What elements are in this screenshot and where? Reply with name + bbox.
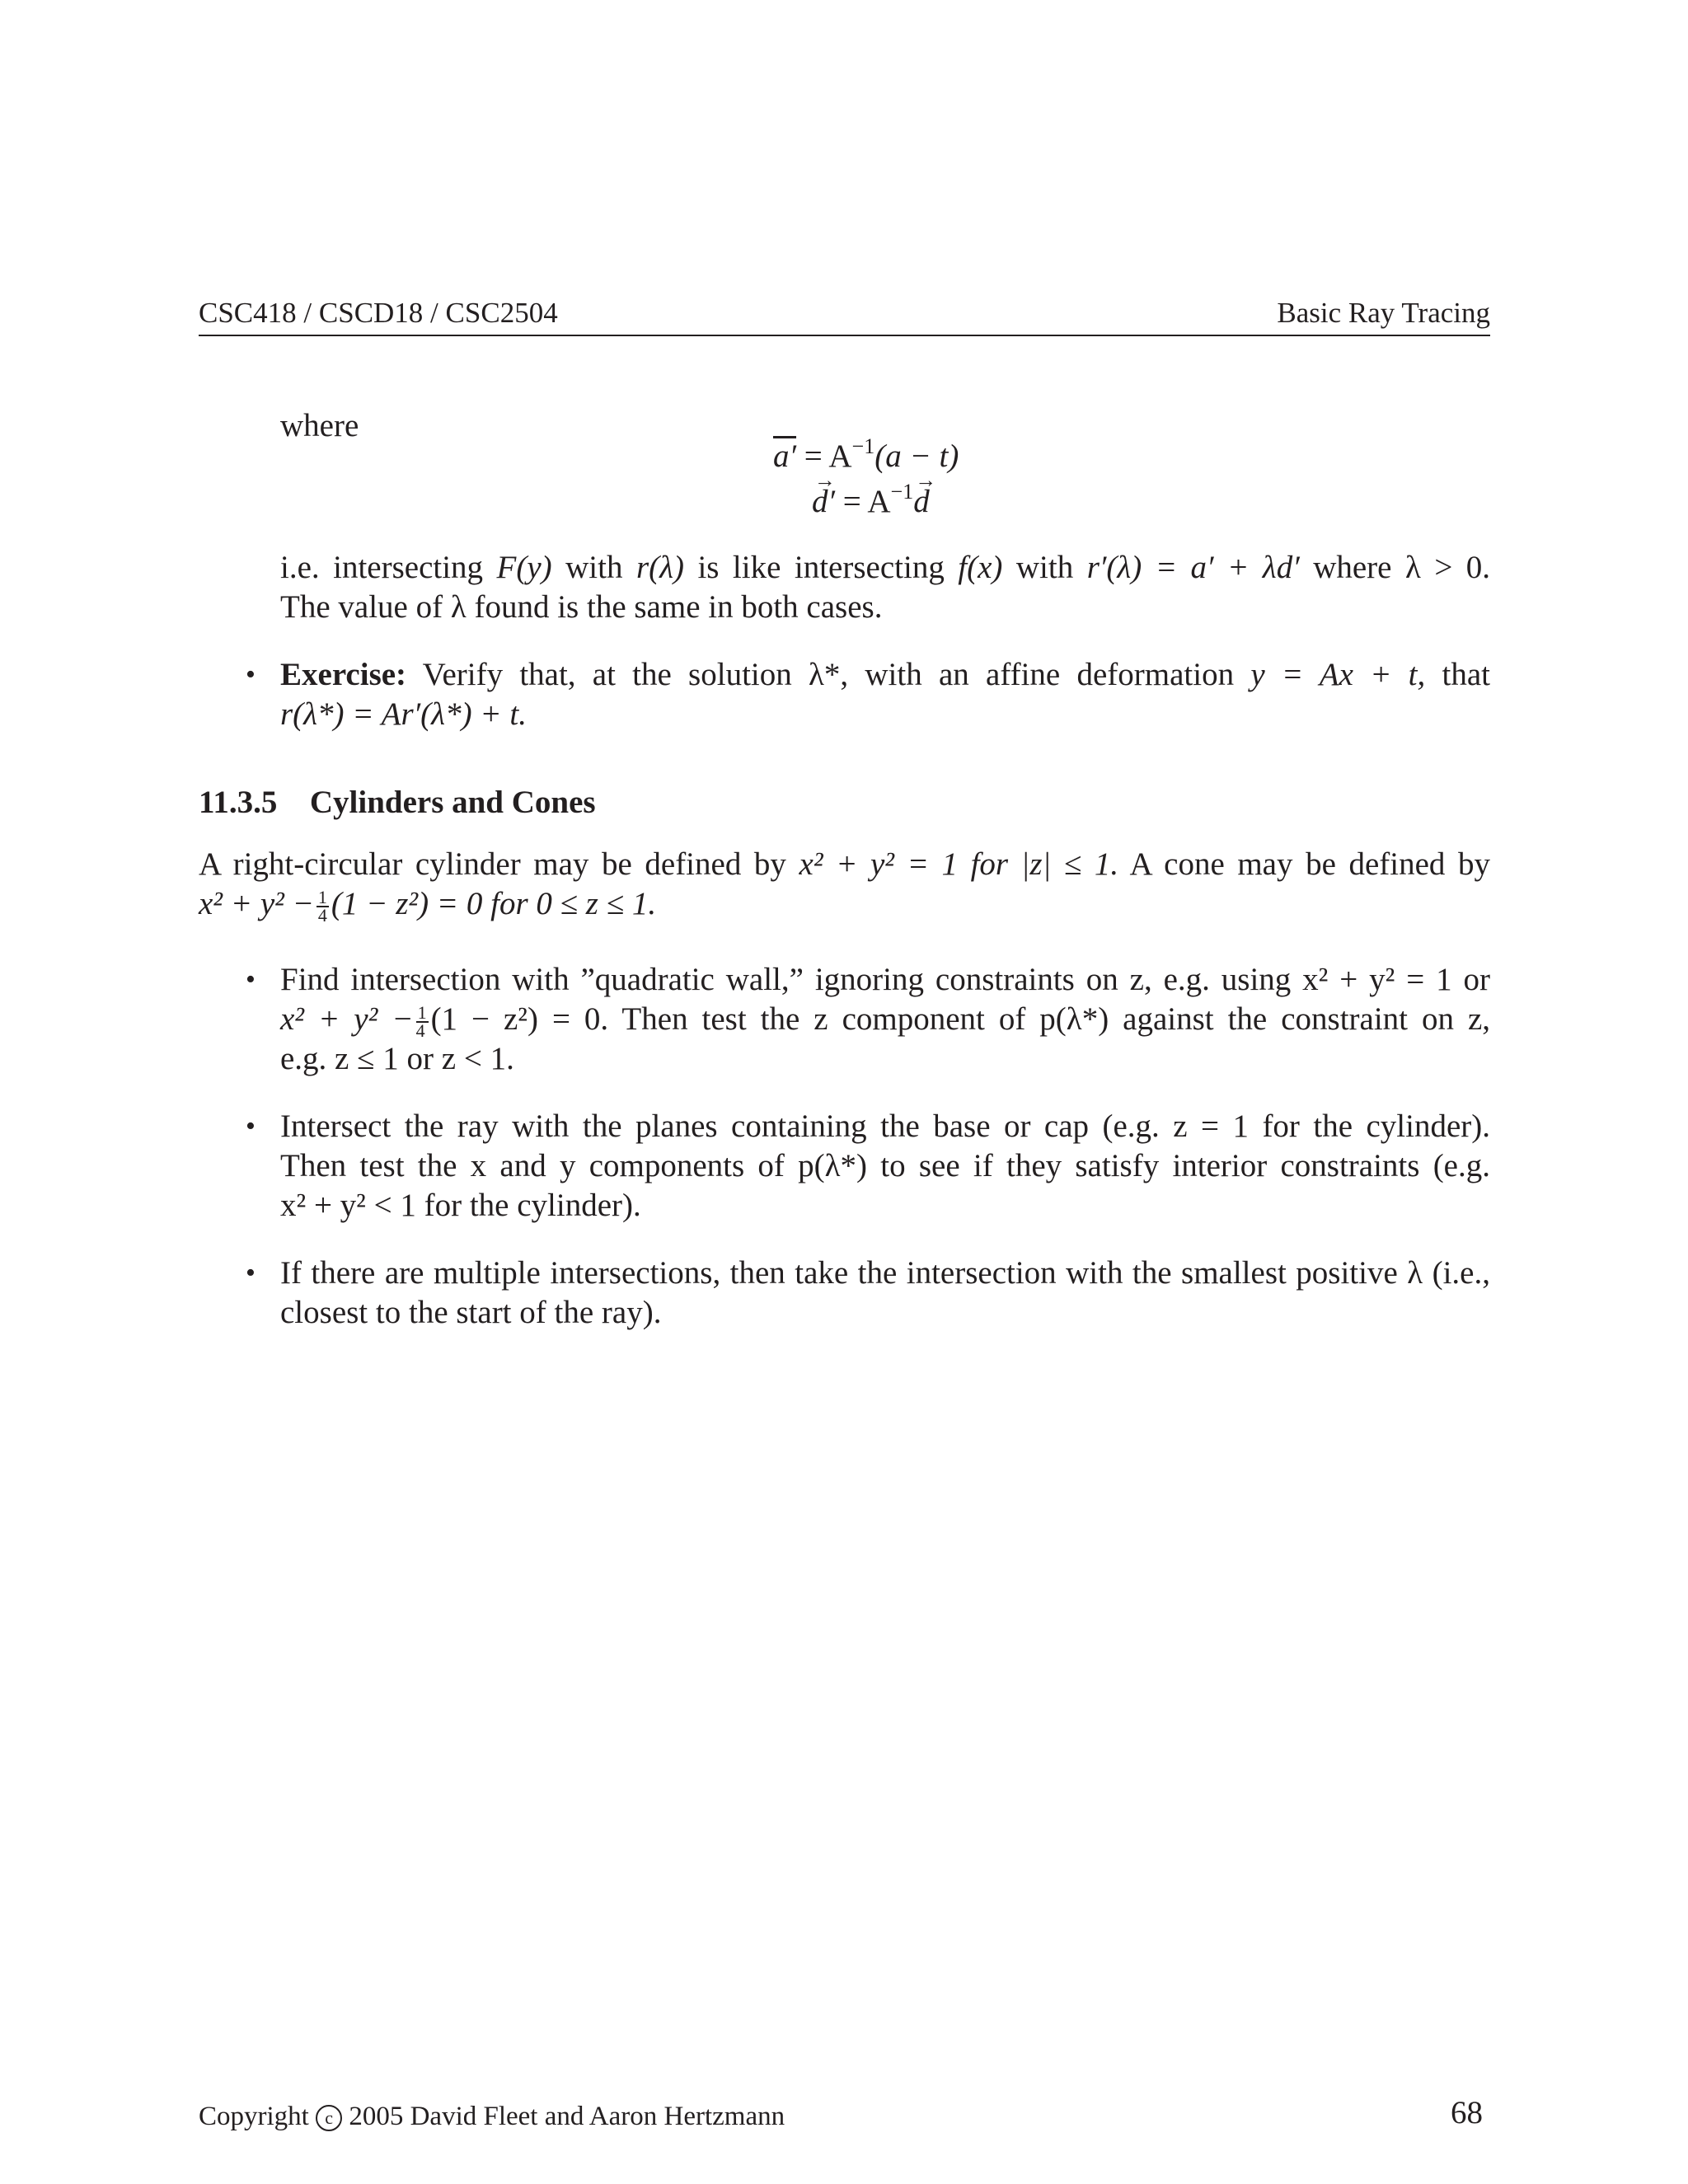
eq1-rhs-matrix: = A: [804, 438, 852, 474]
intro-line1: [199, 845, 1490, 884]
footer-copyright: [199, 2098, 785, 2135]
bullet1-line1: Find intersection with ”quadratic wall,” ignoring constraints on z, e.g. using x² + y² = 1 or: [280, 962, 1490, 997]
para1-is-like: is like intersecting: [697, 550, 945, 585]
fraction-quarter: $\frac{1}{4}$: [317, 887, 327, 926]
exercise-eq: y = Ax + t,: [1250, 657, 1426, 692]
bullet1-line2-b: (1 − z²) = 0. Then test the z component of p(λ*) against the constraint on z,: [430, 1001, 1491, 1037]
bullet2-line2: Then test the x and y components of p(λ*) to see if they satisfy interior constraints (e.g.: [280, 1148, 1490, 1183]
where-label: where: [280, 408, 359, 443]
para1-text-a: i.e. intersecting: [280, 550, 484, 585]
intro-text-b: A cone may be defined by: [1129, 846, 1490, 882]
bullet-marker: •: [246, 964, 256, 995]
exercise-text-b: that: [1442, 657, 1491, 692]
equation-a-prime: $a' = A^{-1}(a - t)$: [773, 434, 959, 474]
eq2-lhs: d′ →: [812, 482, 835, 522]
fraction-quarter: $\frac{1}{4}$: [415, 1002, 427, 1042]
intro-line2-a: x² + y² −: [199, 886, 314, 921]
section-heading: [199, 783, 596, 823]
bullet3-line2: closest to the start of the ray).: [280, 1295, 662, 1330]
bullet2-line3: x² + y² < 1 for the cylinder).: [280, 1188, 641, 1223]
copyright-word: Copyright: [199, 2102, 309, 2131]
intro-text-a: A right-circular cylinder may be defined by: [199, 846, 786, 882]
exercise-line2: r(λ*) = Ar′(λ*) + t.: [280, 696, 527, 732]
exercise-text-a: Verify that, at the solution λ*, with an affine deformation: [422, 657, 1235, 692]
eq1-lhs: a′: [773, 438, 797, 474]
bullet-marker: •: [246, 659, 256, 690]
para1-f-x: f(x): [958, 550, 1003, 585]
section-number: 11.3.5: [199, 785, 278, 820]
copyright-symbol: c: [316, 2105, 342, 2131]
para1-arg: (y): [516, 550, 552, 585]
exercise-line1: [280, 655, 1490, 695]
bullet2-line1: Intersect the ray with the planes containing the base or cap (e.g. z = 1 for the cylinder).: [280, 1108, 1490, 1144]
bullet-marker: •: [246, 1111, 256, 1141]
intro-line2-b: (1 − z²) = 0 for 0 ≤ z ≤ 1.: [331, 886, 657, 921]
running-header-course: CSC418 / CSCD18 / CSC2504: [199, 297, 558, 329]
para1-with1: with: [565, 550, 623, 585]
section-title: Cylinders and Cones: [309, 785, 596, 820]
bullet1-line3: e.g. z ≤ 1 or z < 1.: [280, 1041, 514, 1076]
bullet-marker: •: [246, 1258, 256, 1288]
intro-eq: x² + y² = 1 for |z| ≤ 1.: [799, 846, 1119, 882]
copyright-text: 2005 David Fleet and Aaron Hertzmann: [349, 2102, 785, 2131]
bullet1-line2-a: x² + y² −: [280, 1001, 414, 1037]
equation-d-prime: d′ → = $A^{-1}d$ →: [812, 482, 930, 522]
eq1-rhs-paren: (a − t): [874, 438, 959, 474]
para1-rprime: r′(λ) = a′ + λd′: [1086, 550, 1300, 585]
running-header-title: Basic Ray Tracing: [1277, 297, 1490, 329]
eq2-rhs-matrix: = A: [842, 484, 891, 519]
para1-where-lambda: where λ > 0.: [1313, 550, 1491, 585]
intro-line2: [199, 884, 1490, 924]
page-number: 68: [1451, 2095, 1483, 2130]
exercise-label: Exercise:: [280, 657, 407, 692]
para-intersect-line2: The value of λ found is the same in both cases.: [280, 589, 883, 625]
bullet1-line2: [280, 1000, 1491, 1042]
eq2-rhs-d: d →: [913, 482, 930, 522]
para1-with2: with: [1015, 550, 1074, 585]
para-intersect-line1: [280, 548, 1490, 588]
header-rule: [199, 335, 1490, 336]
para1-r-lambda: r(λ): [635, 550, 684, 585]
bullet3-line1: If there are multiple intersections, then take the intersection with the smallest positive λ (i.e.,: [280, 1255, 1490, 1291]
para1-F: F: [496, 550, 517, 585]
